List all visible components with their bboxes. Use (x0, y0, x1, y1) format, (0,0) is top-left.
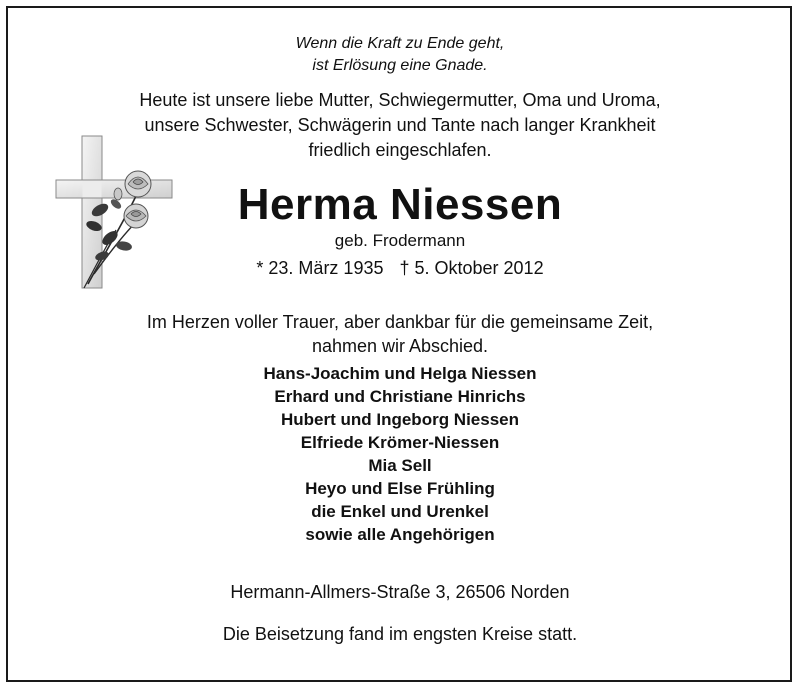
birth-date: * 23. März 1935 (256, 258, 384, 278)
address: Hermann-Allmers-Straße 3, 26506 Norden (230, 582, 570, 602)
family-member: Heyo und Else Frühling (305, 479, 495, 498)
funeral-note: Die Beisetzung fand im engsten Kreise statt. (222, 624, 578, 644)
family-member: sowie alle Angehörigen (305, 525, 495, 544)
birth-name: geb. Frodermann (334, 231, 466, 250)
intro-line-2: unsere Schwester, Schwägerin und Tante nach langer Krankheit (144, 115, 656, 135)
family-member: Mia Sell (368, 456, 432, 475)
mourning-line-2: nahmen wir Abschied. (311, 336, 489, 356)
intro-line-3: friedlich eingeschlafen. (308, 140, 492, 160)
family-member: Erhard und Christiane Hinrichs (274, 387, 526, 406)
death-date: † 5. Oktober 2012 (399, 258, 544, 278)
mourning-line-1: Im Herzen voller Trauer, aber dankbar für die gemeinsame Zeit, (146, 312, 654, 332)
family-member: die Enkel und Urenkel (311, 502, 489, 521)
family-member: Hans-Joachim und Helga Niessen (263, 364, 537, 383)
life-dates (0, 256, 800, 280)
family-member: Hubert und Ingeborg Niessen (280, 410, 520, 429)
intro-line-1: Heute ist unsere liebe Mutter, Schwiegermutter, Oma und Uroma, (139, 90, 661, 110)
deceased-name: Herma Niessen (237, 180, 563, 229)
motto-line-1: Wenn die Kraft zu Ende geht, (295, 35, 505, 52)
motto-line-2: ist Erlösung eine Gnade. (312, 57, 488, 74)
family-member: Elfriede Krömer-Niessen (300, 433, 500, 452)
